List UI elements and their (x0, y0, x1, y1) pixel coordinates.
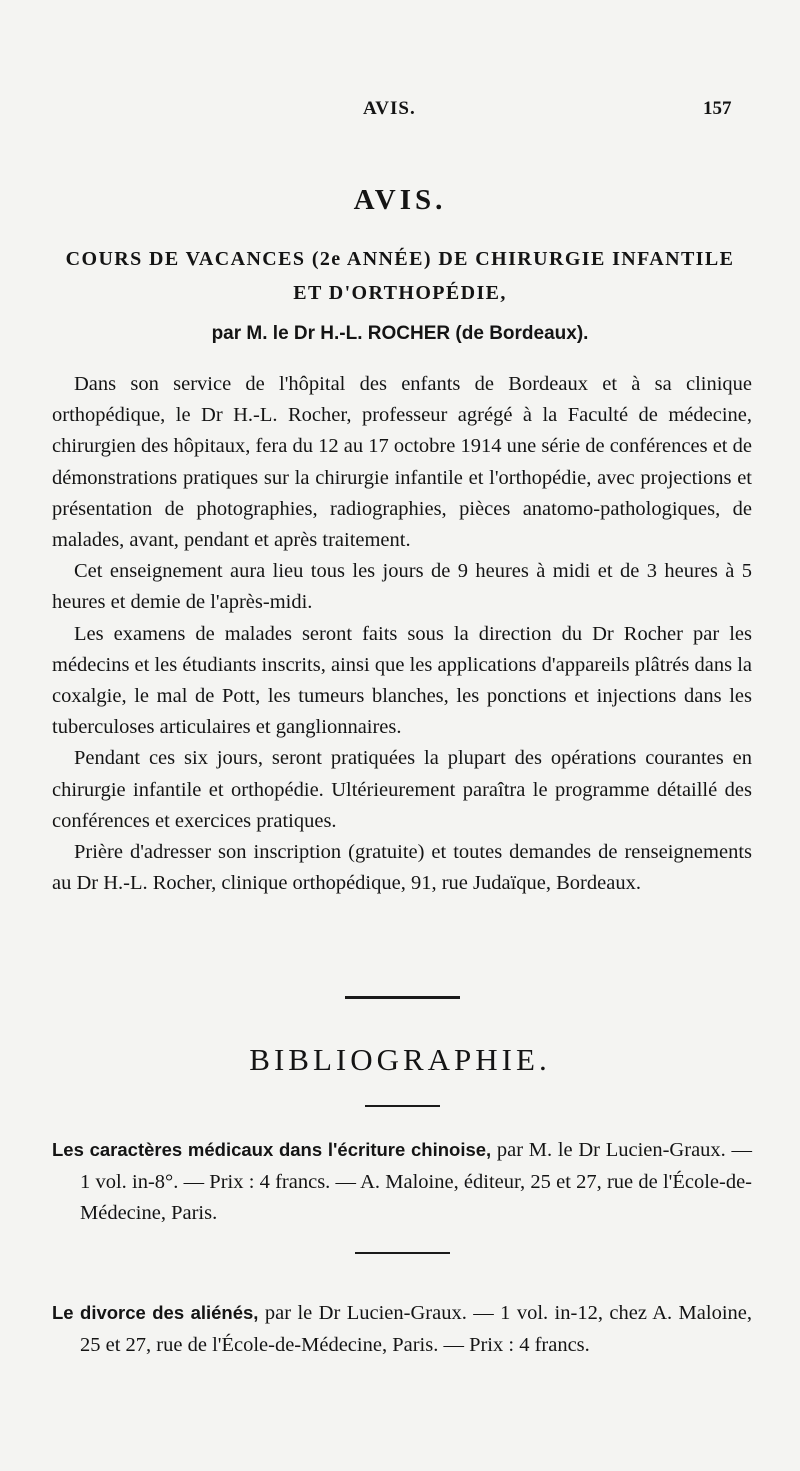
bibliography-entry (52, 1297, 752, 1361)
entry-details: par M. le Dr Lucien-Graux. — 1 vol. in-8°. — Prix : 4 francs. — A. Maloine, éditeur, 25 et 27, rue de l'École-de-Médecine, Paris. (80, 1139, 752, 1224)
course-title-line-2: ET D'ORTHOPÉDIE, (293, 282, 507, 304)
notice-paragraph: Dans son service de l'hôpital des enfants de Bordeaux et à sa clinique orthopédique, le Dr H.-L. Rocher, professeur agrégé à la Faculté de médecine, chirurgien des hôpitaux, fera du 12 au 17 octobre 1914 une série de conférences et de démonstrations pratiques sur la chirurgie infantile et l'orthopédie, avec projections et présentation de photographies, radiographies, pièces anatomo-pathologiques, de malades, avant, pendant et après traitement. (52, 373, 752, 552)
entry-divider (365, 1105, 440, 1107)
running-head (0, 98, 800, 128)
page-number: 157 (703, 98, 732, 119)
section-divider (345, 996, 460, 999)
notice-paragraph: Les examens de malades seront faits sous la direction du Dr Rocher par les médecins et les étudiants inscrits, ainsi que les applications d'appareils plâtrés dans la coxalgie, le mal de Pott, les tumeurs blanches, les ponctions et injections dans les tuberculoses articulaires et ganglionnaires. (52, 622, 752, 739)
running-title: AVIS. (363, 98, 416, 119)
entry-title: Le divorce des aliénés, (52, 1302, 259, 1323)
notice-body (52, 369, 752, 899)
course-title (0, 242, 800, 310)
course-title-line-1: COURS DE VACANCES (2e ANNÉE) DE CHIRURGIE INFANTILE (65, 248, 735, 270)
bibliography-heading: BIBLIOGRAPHIE. (249, 1042, 551, 1077)
notice-paragraph: Cet enseignement aura lieu tous les jours de 9 heures à midi et de 3 heures à 5 heures et demie de l'après-midi. (52, 560, 752, 614)
entry-details: par le Dr Lucien-Graux. — 1 vol. in-12, chez A. Maloine, 25 et 27, rue de l'École-de-Médecine, Paris. — Prix : 4 francs. (80, 1302, 752, 1356)
course-author: par M. le Dr H.-L. ROCHER (de Bordeaux). (211, 323, 589, 344)
notice-paragraph: Pendant ces six jours, seront pratiquées la plupart des opérations courantes en chirurgie infantile et orthopédie. Ultérieurement paraîtra le programme détaillé des conférences et exercices pratiques. (52, 747, 752, 832)
bibliography-entry (52, 1134, 752, 1230)
notice-paragraph: Prière d'adresser son inscription (gratuite) et toutes demandes de renseignements au Dr H.-L. Rocher, clinique orthopédique, 91, rue Judaïque, Bordeaux. (52, 841, 752, 895)
entry-divider (355, 1252, 450, 1254)
notice-heading: AVIS. (353, 184, 447, 216)
entry-title: Les caractères médicaux dans l'écriture chinoise, (52, 1139, 492, 1160)
